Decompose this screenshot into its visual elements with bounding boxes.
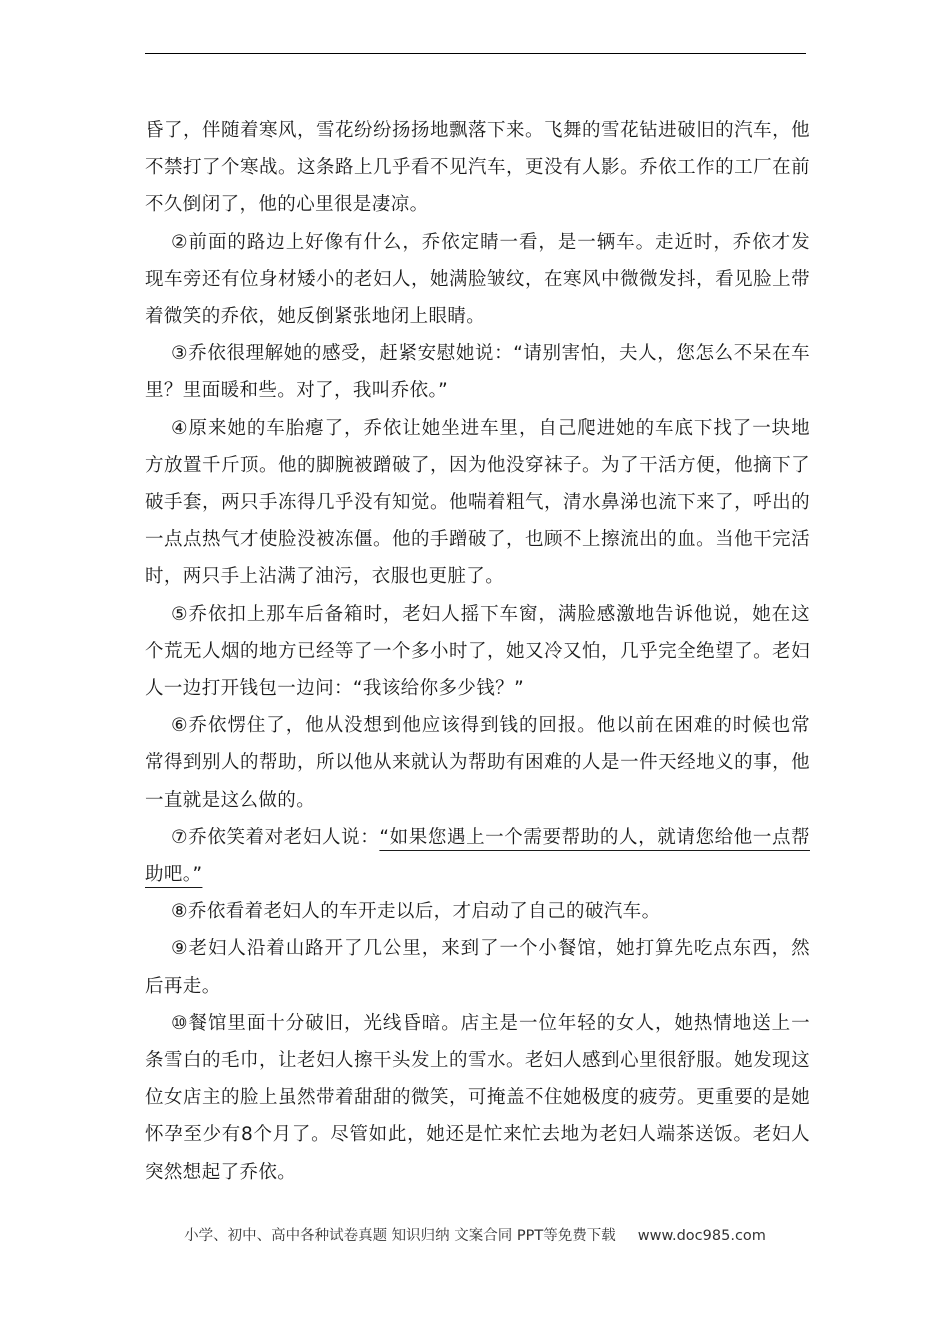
- header-rule: [145, 53, 806, 54]
- footer-text: 小学、初中、高中各种试卷真题 知识归纳 文案合同 PPT等免费下载: [184, 1228, 616, 1244]
- paragraph-6: ⑥乔依愣住了，他从没想到他应该得到钱的回报。他以前在困难的时候也常常得到别人的帮助，所以他从来就认为帮助有困难的人是一件天经地义的事，他一直就是这么做的。: [145, 715, 810, 811]
- paragraph-5: ⑤乔依扣上那车后备箱时，老妇人摇下车窗，满脸感激地告诉他说，她在这个荒无人烟的地方已经等了一个多小时了，她又冷又怕，几乎完全绝望了。老妇人一边打开钱包一边问：“我该给你多少钱？”: [145, 603, 810, 700]
- paragraph-1: 昏了，伴随着寒风，雪花纷纷扬扬地飘落下来。飞舞的雪花钻进破旧的汽车，他不禁打了个寒战。这条路上几乎看不见汽车，更没有人影。乔依工作的工厂在前不久倒闭了，他的心里很是凄凉。: [145, 120, 810, 216]
- paragraph-8: ⑧乔依看着老妇人的车开走以后，才启动了自己的破汽车。: [171, 901, 661, 923]
- paragraph-10: ⑩餐馆里面十分破旧，光线昏暗。店主是一位年轻的女人，她热情地送上一条雪白的毛巾，让老妇人擦干头发上的雪水。老妇人感到心里很舒服。她发现这位女店主的脸上虽然带着甜甜的微笑，可掩盖不住她极度的疲劳。更重要的是她怀孕至少有8个月了。尽管如此，她还是忙来忙去地为老妇人端茶送饭。老妇人突然想起了乔依。: [145, 1012, 810, 1183]
- paragraph-9: ⑨老妇人沿着山路开了几公里，来到了一个小餐馆，她打算先吃点东西，然后再走。: [145, 938, 810, 997]
- paragraph-4: ④原来她的车胎瘪了，乔依让她坐进车里，自己爬进她的车底下找了一块地方放置千斤顶。他的脚腕被蹭破了，因为他没穿袜子。为了干活方便，他摘下了破手套，两只手冻得几乎没有知觉。他喘着粗气，清水鼻涕也流下来了，呼出的一点点热气才使脸没被冻僵。他的手蹭破了，也顾不上擦流出的血。当他干完活时，两只手上沾满了油污，衣服也更脏了。: [145, 417, 810, 588]
- paragraph-2: ②前面的路边上好像有什么，乔依定睛一看，是一辆车。走近时，乔依才发现车旁还有位身材矮小的老妇人，她满脸皱纹，在寒风中微微发抖，看见脸上带着微笑的乔依，她反倒紧张地闭上眼睛。: [145, 231, 810, 328]
- article-body: [145, 112, 810, 1191]
- paragraph-3: ③乔依很理解她的感受，赶紧安慰她说：“请别害怕，夫人，您怎么不呆在车里？里面暖和些。对了，我叫乔依。”: [145, 343, 810, 402]
- paragraph-7: [145, 819, 810, 893]
- footer-site-link[interactable]: www.doc985.com: [637, 1228, 766, 1244]
- paragraph-7-prefix: ⑦乔依笑着对老妇人说：: [171, 826, 380, 848]
- page-footer: [0, 1224, 950, 1245]
- underlined-quote: “如果您遇上一个需要帮助的人，就请您给他一点帮助吧。”: [145, 826, 810, 886]
